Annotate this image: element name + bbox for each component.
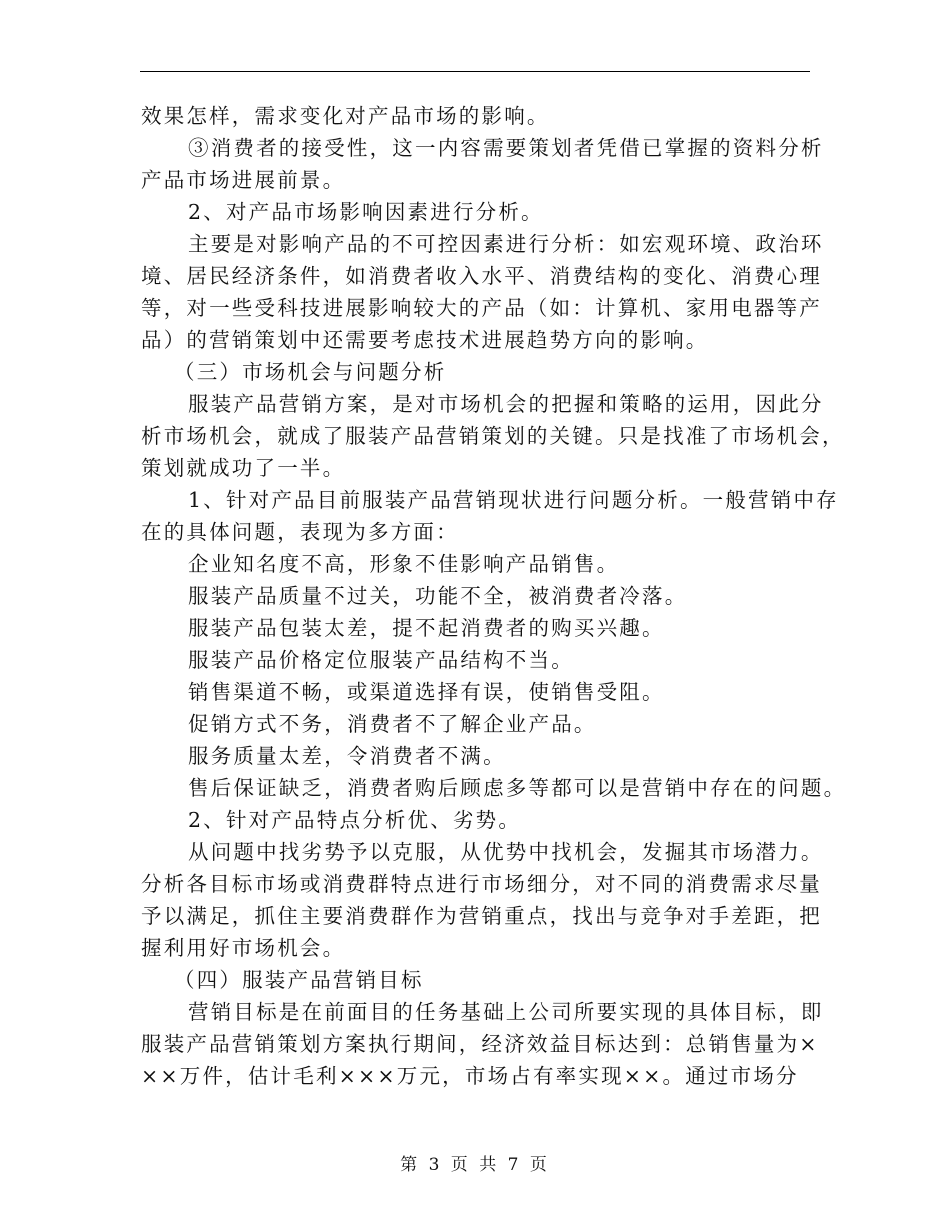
text-line: 从问题中找劣势予以克服，从优势中找机会，发掘其市场潜力。 bbox=[188, 840, 824, 864]
header-rule bbox=[140, 71, 810, 72]
text-line: 服务质量太差，令消费者不满。 bbox=[188, 744, 506, 768]
text-line: ××万件，估计毛利×××万元，市场占有率实现××。通过市场分 bbox=[141, 1064, 799, 1088]
text-line: 服装产品营销策划方案执行期间，经济效益目标达到：总销售量为× bbox=[141, 1032, 819, 1056]
text-line: 企业知名度不高，形象不佳影响产品销售。 bbox=[188, 552, 620, 576]
text-line: 握利用好市场机会。 bbox=[141, 936, 346, 960]
text-line: 分析各目标市场或消费群特点进行市场细分，对不同的消费需求尽量 bbox=[141, 872, 822, 896]
text-line: 产品市场进展前景。 bbox=[141, 168, 346, 192]
text-line: ③消费者的接受性，这一内容需要策划者凭借已掌握的资料分析 bbox=[188, 136, 824, 160]
text-line: 策划就成功了一半。 bbox=[141, 456, 346, 480]
text-line: 品）的营销策划中还需要考虑技术进展趋势方向的影响。 bbox=[141, 328, 709, 352]
text-line: 1、针对产品目前服装产品营销现状进行问题分析。一般营销中存 bbox=[188, 488, 839, 512]
text-line: 服装产品价格定位服装产品结构不当。 bbox=[188, 648, 574, 672]
text-line: 析市场机会，就成了服装产品营销策划的关键。只是找准了市场机会， bbox=[141, 424, 845, 448]
text-line: 销售渠道不畅，或渠道选择有误，使销售受阻。 bbox=[188, 680, 665, 704]
text-line: 营销目标是在前面目的任务基础上公司所要实现的具体目标，即 bbox=[188, 1000, 824, 1024]
section-heading: （三）市场机会与问题分析 bbox=[174, 360, 447, 384]
text-line: 促销方式不务，消费者不了解企业产品。 bbox=[188, 712, 597, 736]
text-line: 服装产品质量不过关，功能不全，被消费者冷落。 bbox=[188, 584, 688, 608]
text-line: 2、针对产品特点分析优、劣势。 bbox=[188, 808, 522, 832]
text-line: 予以满足，抓住主要消费群作为营销重点，找出与竞争对手差距，把 bbox=[141, 904, 822, 928]
text-line: 主要是对影响产品的不可控因素进行分析：如宏观环境、政治环 bbox=[188, 232, 824, 256]
text-line: 服装产品营销方案，是对市场机会的把握和策略的运用，因此分 bbox=[188, 392, 824, 416]
text-line: 效果怎样，需求变化对产品市场的影响。 bbox=[141, 104, 550, 128]
page-number-footer: 第 3 页 共 7 页 bbox=[400, 1155, 550, 1175]
text-line: 售后保证缺乏，消费者购后顾虑多等都可以是营销中存在的问题。 bbox=[188, 776, 847, 800]
text-line: 境、居民经济条件，如消费者收入水平、消费结构的变化、消费心理 bbox=[141, 264, 822, 288]
text-line: 2、对产品市场影响因素进行分析。 bbox=[188, 200, 544, 224]
text-line: 等，对一些受科技进展影响较大的产品（如：计算机、家用电器等产 bbox=[141, 296, 822, 320]
text-line: 在的具体问题，表现为多方面： bbox=[141, 520, 459, 544]
section-heading: （四）服装产品营销目标 bbox=[174, 968, 424, 992]
text-line: 服装产品包装太差，提不起消费者的购买兴趣。 bbox=[188, 616, 665, 640]
